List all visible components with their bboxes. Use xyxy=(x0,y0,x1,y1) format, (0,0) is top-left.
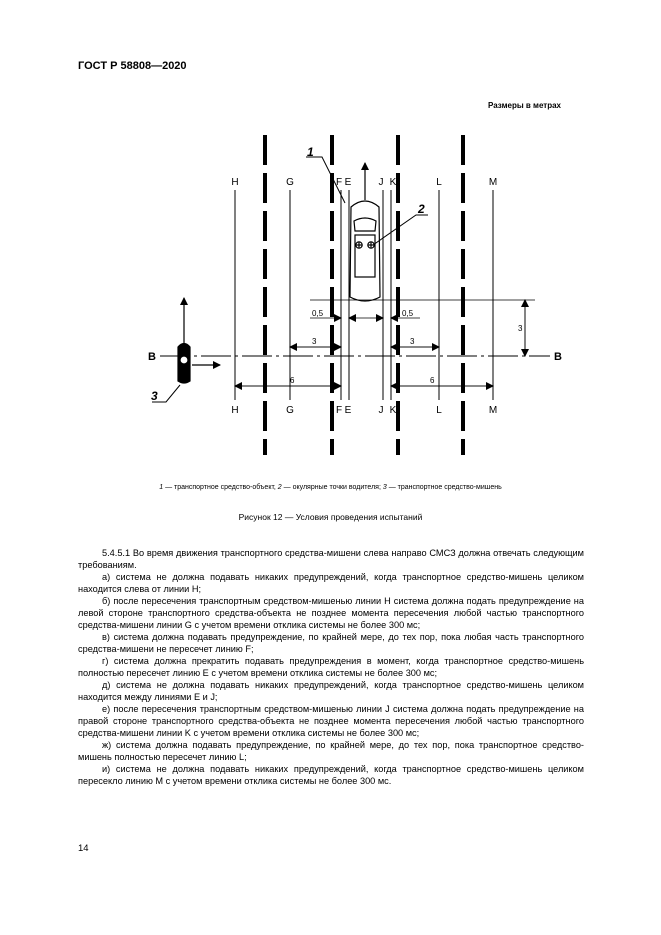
subject-vehicle xyxy=(350,163,380,301)
label-g-top: G xyxy=(286,177,294,188)
label-m-bottom: M xyxy=(488,405,498,416)
requirement-e: е) после пересечения транспортным средством-мишенью линии J система должна подать предупреждение на правой стороне транспортного средства-объекта не позднее момента пересечения любой частью транспортного средства-мишени линии K с учетом времени отклика системы не более 300 мс; xyxy=(78,704,584,738)
label-k-top: K xyxy=(389,177,397,188)
label-j-bottom: J xyxy=(378,405,384,416)
label-f-bottom: F xyxy=(335,405,343,416)
label-f-top: F xyxy=(335,177,343,188)
requirement-i: и) система не должна подавать никаких предупреждений, когда транспортное средство-мишень целиком пересекло линию M с учетом времени отклика системы не более 300 мс. xyxy=(78,764,584,786)
figure-caption: Рисунок 12 — Условия проведения испытаний xyxy=(238,512,423,522)
requirement-b: б) после пересечения транспортным средством-мишенью линии H система должна подать предупреждение на левой стороне транспортного средства-объекта не позднее момента пересечения любой частью транспортного средства-мишени линии G с учетом времени отклика системы не более 300 мс; xyxy=(78,596,584,630)
page-number: 14 xyxy=(78,843,89,854)
document-header: ГОСТ Р 58808—2020 xyxy=(78,60,187,72)
dim-3-right: 3 xyxy=(410,337,415,346)
label-g-bottom: G xyxy=(286,405,294,416)
label-l-bottom: L xyxy=(436,405,442,416)
dim-6-right: 6 xyxy=(430,376,435,385)
target-vehicle xyxy=(178,298,220,383)
label-b-left: B xyxy=(148,351,156,363)
dim-3-vertical: 3 xyxy=(518,324,523,333)
callout-3: 3 xyxy=(151,389,158,403)
callout-1: 1 xyxy=(307,145,314,159)
label-h-bottom: H xyxy=(231,405,239,416)
label-j-top: J xyxy=(378,177,384,188)
dim-6-left: 6 xyxy=(290,376,295,385)
requirement-zh: ж) система должна подавать предупреждение, по крайней мере, до тех пор, пока транспортное средство-мишень полностью пересечет линию L; xyxy=(78,740,584,762)
units-note: Размеры в метрах xyxy=(488,101,561,110)
label-k-bottom: K xyxy=(389,405,397,416)
dim-05-right: 0,5 xyxy=(402,309,414,318)
callout-2: 2 xyxy=(418,202,425,216)
test-conditions-diagram xyxy=(140,135,580,460)
paragraph-intro: 5.4.5.1 Во время движения транспортного средства-мишени слева направо СМСЗ должна отвечать следующим требованиям. xyxy=(78,548,584,570)
label-e-top: E xyxy=(344,177,352,188)
label-m-top: M xyxy=(488,177,498,188)
label-b-right: B xyxy=(554,351,562,363)
requirement-g: г) система должна прекратить подавать предупреждения в момент, когда транспортное средство-мишень полностью пересечет линию E с учетом времени отклика системы не более 300 мс; xyxy=(78,656,584,678)
dim-05-left: 0,5 xyxy=(312,309,324,318)
figure-legend: 1 — транспортное средство-объект, 2 — окулярные точки водителя; 3 — транспортное средство-мишень xyxy=(159,484,502,491)
label-l-top: L xyxy=(436,177,442,188)
requirement-d: д) система не должна подавать никаких предупреждений, когда транспортное средство-мишень целиком находится между линиями E и J; xyxy=(78,680,584,702)
requirements-text xyxy=(78,547,584,787)
label-h-top: H xyxy=(231,177,239,188)
requirement-v: в) система должна подавать предупреждение, по крайней мере, до тех пор, пока любая часть транспортного средства-мишени не пересечет линию F; xyxy=(78,632,584,654)
requirement-a: а) система не должна подавать никаких предупреждений, когда транспортное средство-мишень целиком находится слева от линии H; xyxy=(78,572,584,594)
label-e-bottom: E xyxy=(344,405,352,416)
dim-3-left: 3 xyxy=(312,337,317,346)
